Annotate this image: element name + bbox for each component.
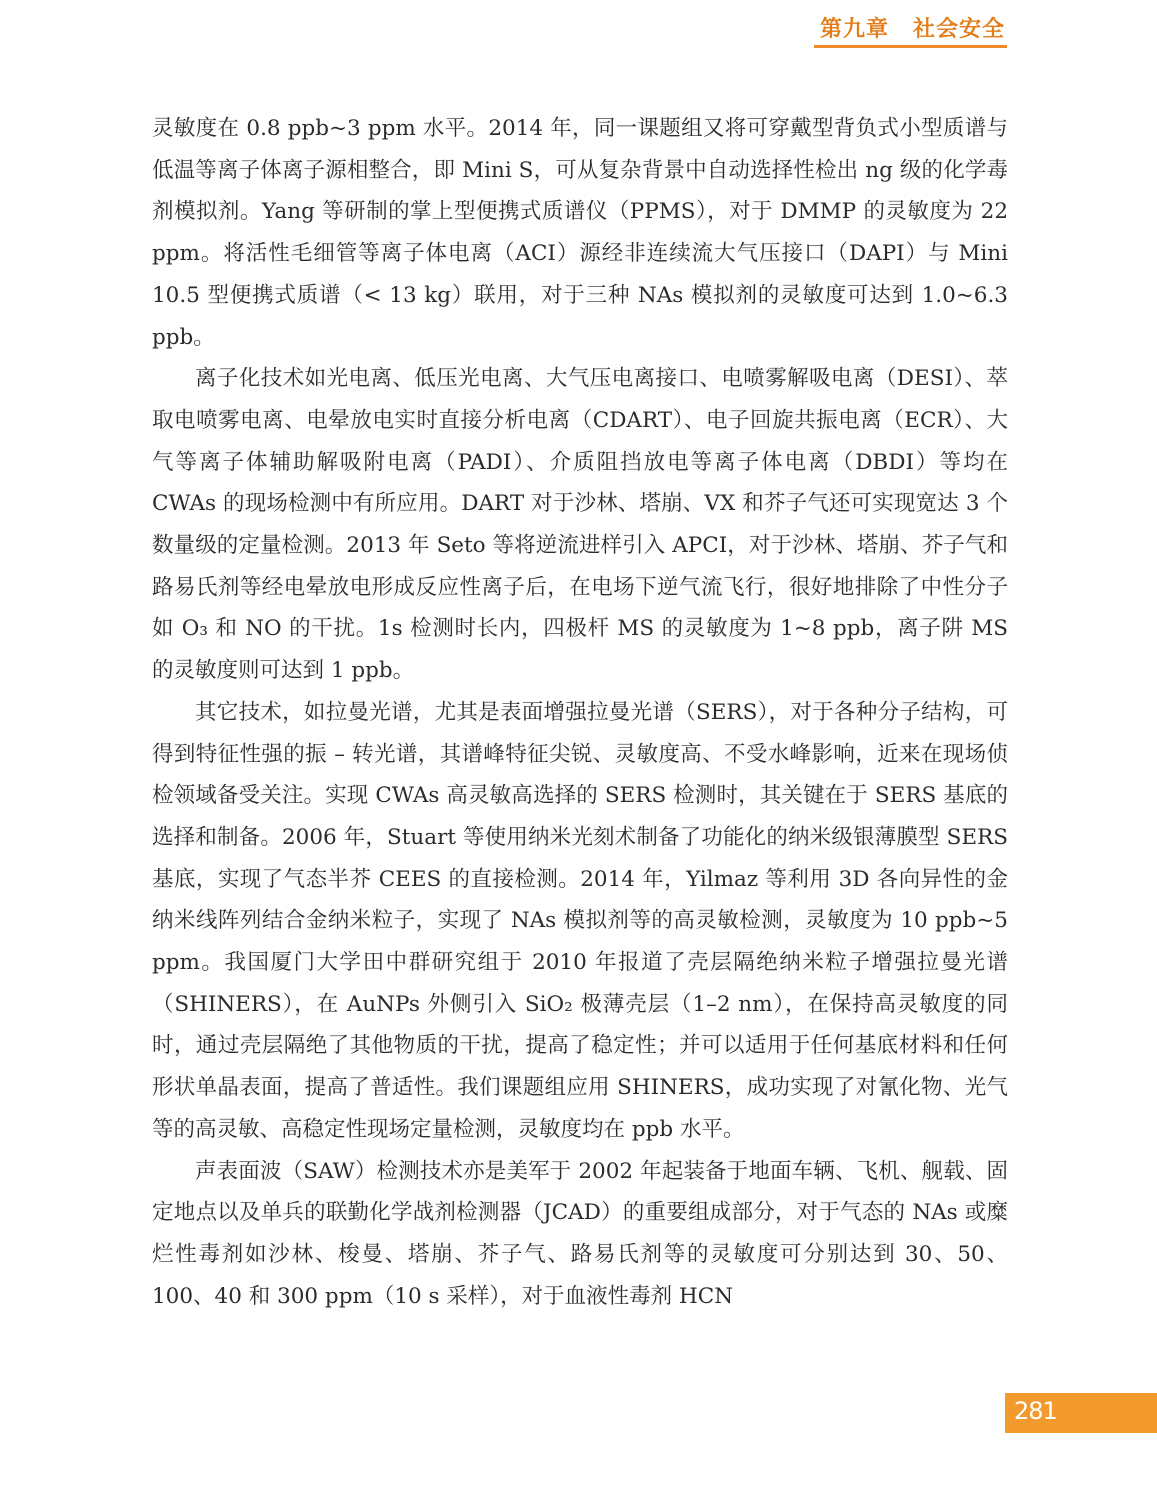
page-number: 281	[1014, 1397, 1057, 1425]
paragraph-continuation: 灵敏度在 0.8 ppb~3 ppm 水平。2014 年，同一课题组又将可穿戴型背负式小型质谱与低温等离子体离子源相整合，即 Mini S，可从复杂背景中自动选择性检出 ng 级的化学毒剂模拟剂。Yang 等研制的掌上型便携式质谱仪（PPMS），对于 DMMP 的灵敏度为 22 ppm。将活性毛细管等离子体电离（ACI）源经非连续流大气压接口（DAPI）与 Mini 10.5 型便携式质谱（< 13 kg）联用，对于三种 NAs 模拟剂的灵敏度可达到 1.0~6.3 ppb。	[152, 116, 1008, 350]
paragraph-saw: 声表面波（SAW）检测技术亦是美军于 2002 年起装备于地面车辆、飞机、舰载、固定地点以及单兵的联勤化学战剂检测器（JCAD）的重要组成部分，对于气态的 NAs 或糜烂性毒剂如沙林、梭曼、塔崩、芥子气、路易氏剂等的灵敏度可分别达到 30、50、 100、40 和 300 ppm（10 s 采样），对于血液性毒剂 HCN	[152, 1158, 1008, 1309]
chapter-title: 社会安全	[912, 17, 1005, 42]
page-number-tab	[1005, 1393, 1157, 1433]
paragraph-ionization: 离子化技术如光电离、低压光电离、大气压电离接口、电喷雾解吸电离（DESI）、萃取电喷雾电离、电晕放电实时直接分析电离（CDART）、电子回旋共振电离（ECR）、大气等离子体辅助解吸附电离（PADI）、介质阻挡放电等离子体电离（DBDI）等均在 CWAs 的现场检测中有所应用。DART 对于沙林、塔崩、VX 和芥子气还可实现宽达 3 个数量级的定量检测。2013 年 Seto 等将逆流进样引入 APCI，对于沙林、塔崩、芥子气和路易氏剂等经电晕放电形成反应性离子后，在电场下逆气流飞行，很好地排除了中性分子如 O₃ 和 NO 的干扰。1s 检测时长内，四极杆 MS 的灵敏度为 1~8 ppb，离子阱 MS 的灵敏度则可达到 1 ppb。	[152, 366, 1008, 684]
chapter-number: 第九章	[819, 17, 889, 42]
paragraph-raman: 其它技术，如拉曼光谱，尤其是表面增强拉曼光谱（SERS），对于各种分子结构，可得到特征性强的振 – 转光谱，其谱峰特征尖锐、灵敏度高、不受水峰影响，近来在现场侦检领域备受关注。实现 CWAs 高灵敏高选择的 SERS 检测时，其关键在于 SERS 基底的选择和制备。2006 年，Stuart 等使用纳米光刻术制备了功能化的纳米级银薄膜型 SERS 基底，实现了气态半芥 CEES 的直接检测。2014 年，Yilmaz 等利用 3D 各向异性的金纳米线阵列结合金纳米粒子，实现了 NAs 模拟剂等的高灵敏检测，灵敏度为 10 ppb~5 ppm。我国厦门大学田中群研究组于 2010 年报道了壳层隔绝纳米粒子增强拉曼光谱（SHINERS），在 AuNPs 外侧引入 SiO₂ 极薄壳层（1–2 nm），在保持高灵敏度的同时，通过壳层隔绝了其他物质的干扰，提高了稳定性；并可以适用于任何基底材料和任何形状单晶表面，提高了普适性。我们课题组应用 SHINERS，成功实现了对氰化物、光气等的高灵敏、高稳定性现场定量检测，灵敏度均在 ppb 水平。	[152, 699, 1008, 1142]
header-underline	[814, 45, 1007, 48]
running-header	[820, 12, 1005, 43]
body-text	[152, 108, 1008, 1317]
